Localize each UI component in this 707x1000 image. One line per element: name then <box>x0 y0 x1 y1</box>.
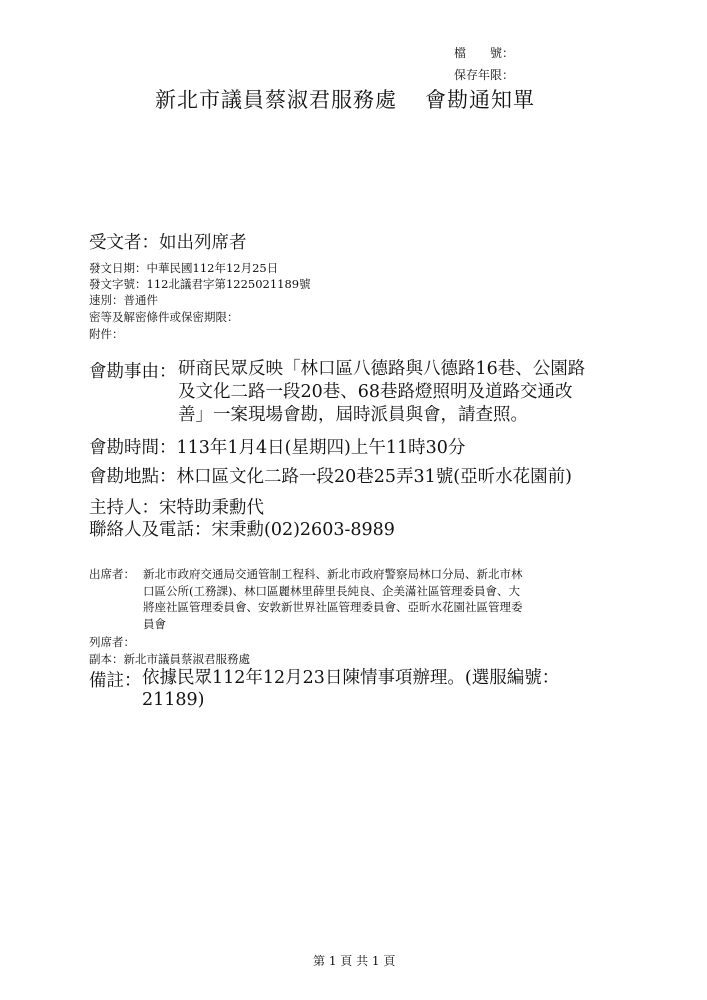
page-number: 第 1 頁 共 1 頁 <box>313 954 396 968</box>
subject-body <box>178 358 585 427</box>
remarks-line: 21189) <box>142 690 205 710</box>
document-number: 發文字號：112北議君字第1225021189號 <box>89 277 311 291</box>
location-value: 林口區文化二路一段20巷25弄31號(亞昕水花園前) <box>176 467 572 487</box>
recipient-value: 如出列席者 <box>159 233 247 253</box>
attendees-label: 出席者： <box>89 567 135 581</box>
speed-category: 速別：普通件 <box>89 293 158 307</box>
subject-line: 善」一案現場會勘，屆時派員與會，請查照。 <box>178 405 528 425</box>
secrecy-level: 密等及解密條件或保密期限： <box>89 310 239 324</box>
contact <box>89 516 395 541</box>
remarks <box>89 667 629 717</box>
copy-value: 新北市議員蔡淑君服務處 <box>123 652 250 666</box>
subject-line: 及文化二路一段20巷、68巷路燈照明及道路交通改 <box>178 382 573 402</box>
copy-to <box>89 651 250 667</box>
file-number-label: 檔 號： <box>454 46 515 60</box>
attendees-line: 員會 <box>143 616 166 631</box>
attendees-line: 新北市政府交通局交通管制工程科、新北市政府警察局林口分局、新北市林 <box>143 567 523 581</box>
observers-label: 列席者： <box>89 635 135 649</box>
recipient <box>89 229 247 254</box>
inspection-location <box>89 463 572 488</box>
remarks-body <box>142 667 559 711</box>
retention-period-label: 保存年限： <box>454 68 515 82</box>
host-label: 主持人： <box>89 498 159 518</box>
copy-label: 副本： <box>89 652 124 666</box>
attendees-line: 口區公所(工務課)、林口區麗林里薛里長純良、企美滿社區管理委員會、大 <box>143 583 520 598</box>
attendees <box>89 566 629 636</box>
attachment: 附件： <box>89 327 124 341</box>
contact-value: 宋秉勳(02)2603-8989 <box>211 520 395 540</box>
document-type: 會勘通知單 <box>425 88 535 112</box>
host-value: 宋特助秉勳代 <box>159 498 264 518</box>
contact-label: 聯絡人及電話： <box>89 520 212 540</box>
time-label: 會勘時間： <box>89 438 177 458</box>
organization-name: 新北市議員蔡淑君服務處 <box>155 88 397 112</box>
attendees-line: 將座社區管理委員會、安敦新世界社區管理委員會、亞昕水花園社區管理委 <box>143 600 523 614</box>
issue-date: 發文日期：中華民國112年12月25日 <box>89 261 279 275</box>
recipient-label: 受文者： <box>89 233 159 253</box>
document-title <box>155 84 535 114</box>
inspection-subject <box>89 358 629 438</box>
subject-line: 研商民眾反映「林口區八德路與八德路16巷、公園路 <box>178 359 586 379</box>
subject-label: 會勘事由： <box>89 362 177 382</box>
inspection-time <box>89 434 465 459</box>
attendees-body <box>143 566 523 632</box>
time-value: 113年1月4日(星期四)上午11時30分 <box>176 438 466 458</box>
remarks-line: 依據民眾112年12月23日陳情事項辦理。(選服編號： <box>142 668 560 688</box>
remarks-label: 備註： <box>89 671 142 691</box>
location-label: 會勘地點： <box>89 467 177 487</box>
